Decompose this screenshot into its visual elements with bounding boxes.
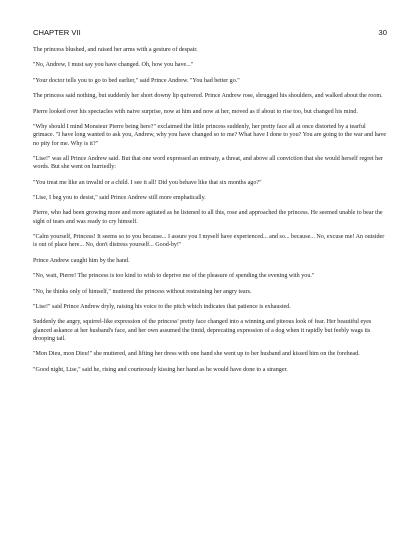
paragraph: "Your doctor tells you to go to bed earlier," said Prince Andrew. "You had better go." bbox=[33, 77, 240, 84]
paragraph: Prince Andrew caught him by the hand. bbox=[33, 257, 130, 264]
paragraph: "Lise!" said Prince Andrew dryly, raising his voice to the pitch which indicates that patience is exhausted. bbox=[33, 303, 291, 310]
paragraph: "Calm yourself, Princess! It seems so to you because... I assure you I myself have experienced... and so... because... No, excuse me! An outsider is out of place here... No, don't distress yourself... Good-by!" bbox=[33, 234, 385, 249]
paragraph: Pierre looked over his spectacles with naive surprise, now at him and now at her, moved as if about to rise too, but changed his mind. bbox=[33, 108, 358, 115]
paragraph: "You treat me like an invalid or a child. I see it all! Did you behave like that six months ago?" bbox=[33, 179, 262, 186]
paragraph: "Lise!" was all Prince Andrew said. But that one word expressed an entreaty, a threat, and above all conviction that she would herself regret her words. But she went on hurriedly: bbox=[33, 155, 383, 171]
paragraph: Pierre, who had been growing more and more agitated as he listened to all this, rose and approached the princess. He seemed unable to bear the sight of tears and was ready to cry himself. bbox=[33, 210, 383, 225]
paragraph: "No, he thinks only of himself," muttered the princess without restraining her angry tears. bbox=[33, 288, 252, 295]
paragraph: "Good night, Lise," said he, rising and courteously kissing her hand as he would have done to a stranger. bbox=[33, 366, 288, 373]
paragraph: "Mon Dieu, mon Dieu!" she muttered, and lifting her dress with one hand she went up to her husband and kissed him on the forehead. bbox=[33, 351, 360, 358]
paragraph: Suddenly the angry, squirrel-like expression of the princess' pretty face changed into a winning and piteous look of fear. Her beautiful eyes glanced askance at her husband's face, and her own assumed the timid, deprecating expression of a dog when it rapidly but feebly wags its drooping tail. bbox=[33, 319, 372, 342]
paragraph: The princess said nothing, but suddenly her short downy lip quivered. Prince Andrew rose, shrugged his shoulders, and walked about the room. bbox=[33, 93, 383, 100]
paragraph: "Lise, I beg you to desist," said Prince Andrew still more emphatically. bbox=[33, 195, 206, 202]
chapter-title: CHAPTER VII bbox=[33, 28, 81, 37]
paragraph: "Why should I mind Monsieur Pierre being here?" exclaimed the little princess suddenly, her pretty face all at once distorted by a tearful grimace. "I have long wanted to ask you, Andrew, why you have changed so to me? What have I done to you? You are going to the war and have no pity for me. Why is it?" bbox=[33, 123, 387, 147]
paragraph: "No, wait, Pierre! The princess is too kind to wish to deprive me of the pleasure of spending the evening with you." bbox=[33, 273, 315, 280]
body-text bbox=[33, 46, 387, 374]
paragraph: The princess blushed, and raised her arms with a gesture of despair. bbox=[33, 47, 198, 53]
page-header bbox=[33, 28, 387, 37]
page-number: 30 bbox=[378, 28, 387, 37]
paragraph: "No, Andrew, I must say you have changed. Oh, how you have..." bbox=[33, 62, 194, 69]
